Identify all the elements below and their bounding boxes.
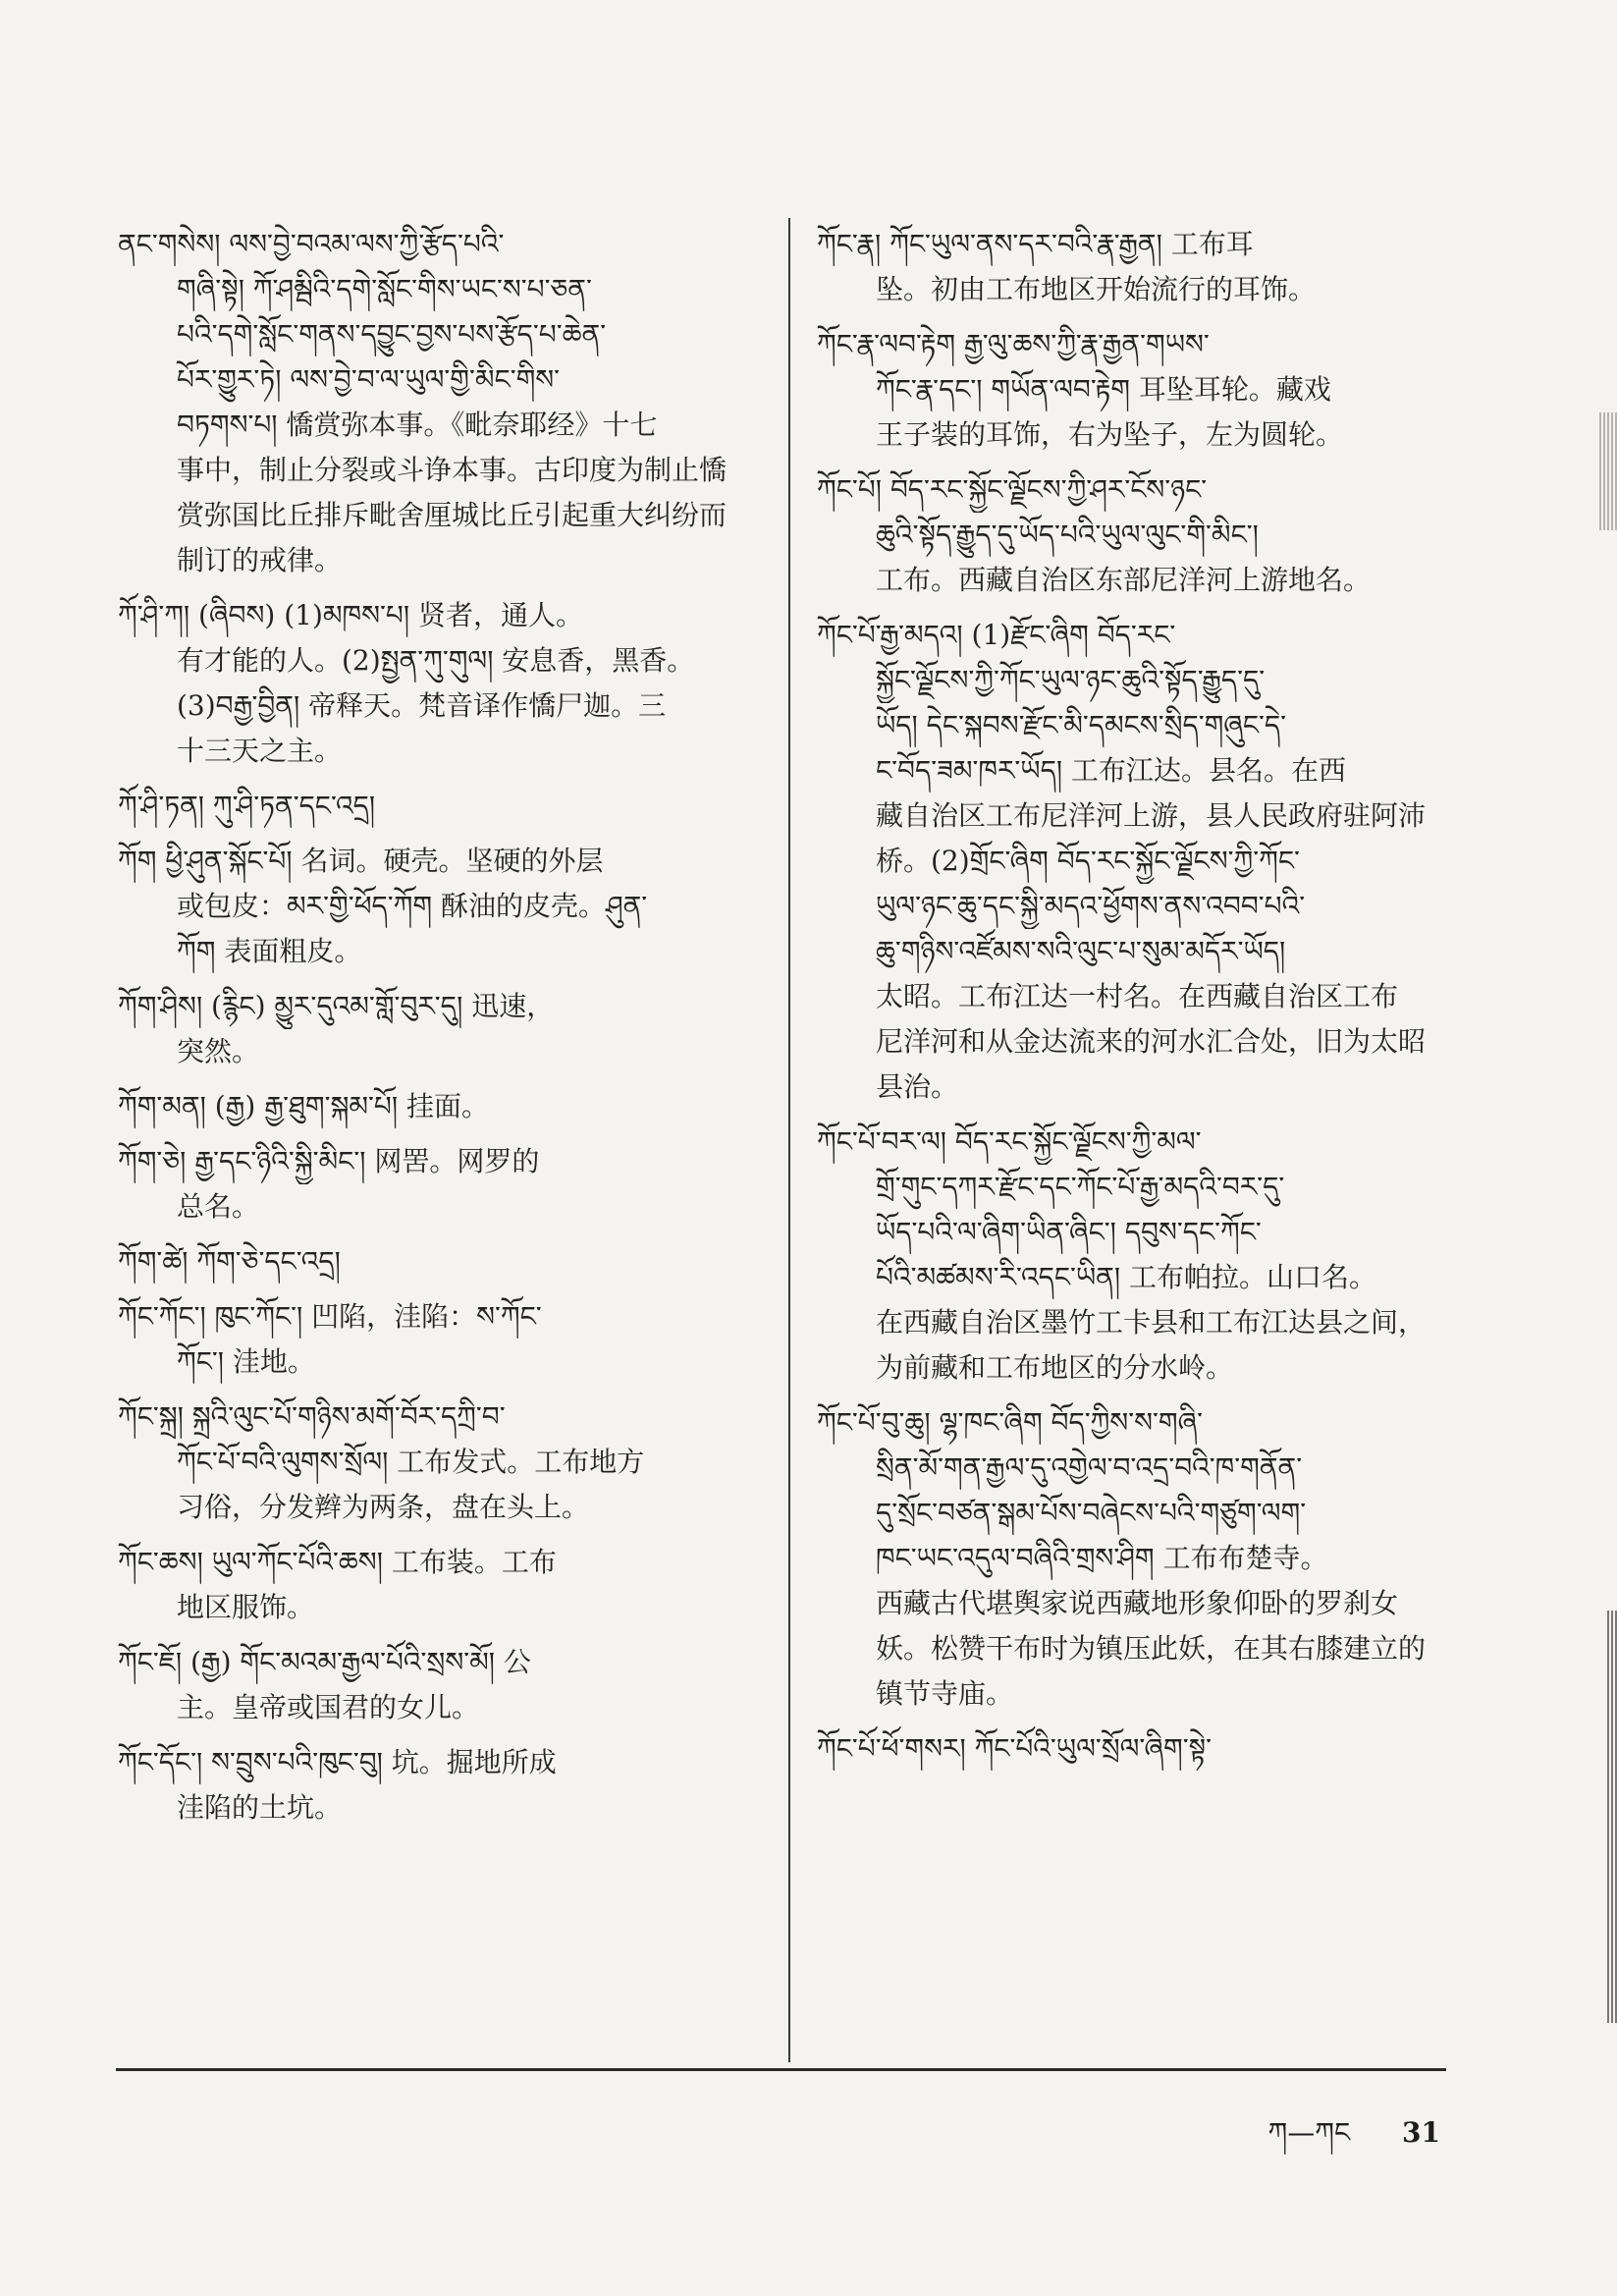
- dictionary-entry: [118, 839, 766, 974]
- dictionary-entry: [817, 1726, 1465, 1772]
- entry-line: པོར་གྱུར་ཏེ། ལས་བྱེ་བ་ལ་ཡུལ་གྱི་མིང་གིས་: [177, 363, 561, 396]
- entry-headline: ཀོང་སྐྲ། སྐྲའི་ལུང་པོ་གཉིས་མགོ་བོར་དཀྲི་བ་: [118, 1400, 506, 1433]
- dictionary-entry: [118, 222, 766, 583]
- entry-line: པའི་དགེ་སློང་གནས་དབྱུང་བྱས་པས་རྩོད་པ་ཆེན་: [177, 318, 607, 351]
- dictionary-entry: [118, 784, 766, 829]
- entry-line: (3)བརྒྱ་བྱིན། 帝释天。梵音译作憍尸迦。三: [177, 689, 667, 722]
- scan-edge-marks-lower: [1607, 1611, 1617, 2023]
- entry-line: 在西藏自治区墨竹工卡县和工布江达县之间，: [876, 1306, 1427, 1339]
- entry-headline: ཀོ་ཤི་ཏན། ཀུ་ཤི་ཏན་དང་འདྲ།: [118, 790, 376, 822]
- entry-headline: ཀོང་རྣ་ལབ་རྟེག རྒྱ་ལུ་ཆས་ཀྱི་རྣ་རྒྱན་གཡས་: [817, 328, 1210, 360]
- entry-line: གྲོ་གུང་དཀར་རྫོང་དང་ཀོང་པོ་རྒྱ་མདའི་བར་དུ་: [876, 1171, 1285, 1203]
- entry-line: 太昭。工布江达一村名。在西藏自治区工布: [876, 980, 1399, 1012]
- entry-line: ཡོད། དེང་སྐབས་རྫོང་མི་དམངས་སྲིད་གཞུང་དེ་: [876, 709, 1287, 741]
- entry-headline: ཀོག་མན། (རྒྱ) རྒྱ་ཐུག་སྐམ་པོ། 挂面。: [118, 1090, 489, 1122]
- entry-line: དུ་སྲོང་བཙན་སྒམ་པོས་བཞེངས་པའི་གཙུག་ལག་: [876, 1497, 1307, 1529]
- entry-line: 总名。: [177, 1190, 260, 1223]
- entry-line: 藏自治区工布尼洋河上游，县人民政府驻阿沛: [876, 799, 1427, 832]
- entry-line: 赏弥国比丘排斥毗舍厘城比丘引起重大纠纷而: [177, 499, 728, 531]
- entry-headline: ཀོང་ཆས། ཡུལ་ཀོང་པོའི་ཆས། 工布装。工布: [118, 1546, 557, 1578]
- dictionary-entry: [817, 222, 1465, 312]
- entry-line: 或包皮：མར་གྱི་ཕོད་ཀོག 酥油的皮壳。ཤུན་: [177, 890, 648, 922]
- left-column: [118, 222, 766, 1840]
- entry-headline: ཀོ་ཤི་ཀ། (ཞིབས) (1)མཁས་པ། 贤者，通人。: [118, 599, 583, 631]
- dictionary-entry: [118, 1239, 766, 1285]
- dictionary-entry: [817, 613, 1465, 1110]
- entry-headline: ཀོང་ཀོང་། ཁུང་ཀོང་། 凹陷，洼陷：ས་ཀོང་: [118, 1300, 542, 1333]
- entry-line: 坠。初由工布地区开始流行的耳饰。: [876, 273, 1317, 305]
- entry-line: གཞི་སྟེ། ཀོ་ཤམྦིའི་དགེ་སློང་གིས་ཡང་ས་པ་ཅན་: [177, 273, 592, 305]
- entry-line: ཁང་ཡང་འདུལ་བཞིའི་གྲས་ཤིག 工布布楚寺。: [876, 1542, 1328, 1574]
- entry-line: 地区服饰。: [177, 1591, 315, 1623]
- dictionary-entry: [817, 1400, 1465, 1717]
- entry-line: ཡོད་པའི་ལ་ཞིག་ཡིན་ཞིང་། དབུས་དང་ཀོང་: [876, 1216, 1262, 1248]
- entry-line: 洼陷的土坑。: [177, 1791, 343, 1824]
- dictionary-entry: [118, 593, 766, 774]
- entry-headline: ཀོག་ཚེ། ཀོག་ཅེ་དང་འདྲ།: [118, 1245, 341, 1278]
- footer-range: ཀ—ཀང: [1267, 2116, 1351, 2149]
- page-number: 31: [1402, 2116, 1440, 2149]
- entry-line: 突然。: [177, 1035, 260, 1067]
- entry-line: 有才能的人。(2)སྤྱན་ཀུ་གུལ། 安息香，黑香。: [177, 644, 695, 677]
- column-divider: [788, 218, 790, 2062]
- entry-line: ཀོང་པོ་བའི་ལུགས་སྲོལ། 工布发式。工布地方: [177, 1446, 645, 1478]
- footer-rule: [116, 2068, 1446, 2071]
- right-column: [817, 222, 1465, 1781]
- entry-headline: ཀོག་ཅེ། རྒྱ་དང་ཉིའི་སྐྱི་མིང་། 网罟。网罗的: [118, 1145, 540, 1177]
- entry-line: 尼洋河和从金达流来的河水汇合处，旧为太昭: [876, 1025, 1427, 1058]
- dictionary-entry: [817, 467, 1465, 603]
- entry-headline: ཀོང་པོ་ཕོ་གསར། ཀོང་པོའི་ཡུལ་སྲོལ་ཞིག་སྟེ་: [817, 1732, 1213, 1765]
- entry-line: 王子装的耳饰，右为坠子，左为圆轮。: [876, 418, 1344, 451]
- dictionary-entry: [118, 1740, 766, 1831]
- entry-line: 妖。松赞干布时为镇压此妖，在其右膝建立的: [876, 1632, 1427, 1665]
- entry-line: 十三天之主。: [177, 735, 343, 767]
- entry-line: ཀོག 表面粗皮。: [177, 935, 362, 967]
- dictionary-entry: [817, 322, 1465, 458]
- dictionary-entry: [118, 1394, 766, 1530]
- entry-headline: ཀོང་པོ། བོད་རང་སྐྱོང་ལྗོངས་ཀྱི་ཤར་ངོས་ཉང་: [817, 473, 1208, 506]
- entry-line: 为前藏和工布地区的分水岭。: [876, 1351, 1234, 1384]
- dictionary-entry: [118, 1139, 766, 1230]
- entry-line: 西藏古代堪舆家说西藏地形象仰卧的罗刹女: [876, 1587, 1399, 1619]
- dictionary-entry: [118, 1540, 766, 1630]
- dictionary-entry: [118, 1640, 766, 1730]
- entry-headline: ནང་གསེས། ལས་བྱེ་བའམ་ལས་ཀྱི་རྩོད་པའི་: [118, 228, 505, 260]
- page-footer: [1268, 2102, 1440, 2179]
- entry-line: 主。皇帝或国君的女儿。: [177, 1691, 480, 1723]
- entry-headline: ཀོང་པོ་བུ་ཆུ། ལྷ་ཁང་ཞིག བོད་ཀྱིས་ས་གཞི་: [817, 1406, 1204, 1439]
- entry-line: བཏགས་པ། 憍赏弥本事。《毗奈耶经》十七: [177, 409, 658, 441]
- dictionary-entry: [118, 1084, 766, 1129]
- entry-headline: ཀོང་པོ་རྒྱ་མདའ། (1)རྫོང་ཞིག བོད་རང་: [817, 619, 1176, 651]
- entry-line: པོའི་མཚམས་རི་འདང་ཡིན། 工布帕拉。山口名。: [876, 1261, 1376, 1293]
- entry-line: ང་བོད་ཟམ་ཁར་ཡོད། 工布江达。县名。在西: [876, 754, 1346, 787]
- entry-line: སྲིན་མོ་གན་རྒྱལ་དུ་འགྱེལ་བ་འདྲ་བའི་ཁ་གནོན་: [876, 1451, 1303, 1484]
- entry-line: 县治。: [876, 1070, 959, 1103]
- entry-line: ཡུལ་ཉང་ཆུ་དང་སྐྱི་མདའ་ཕྱོགས་ནས་འབབ་པའི་: [876, 890, 1306, 922]
- entry-headline: ཀོག་ཤིས། (རྙིང) མྱུར་དུའམ་གློ་བུར་དུ། 迅速，: [118, 990, 555, 1022]
- entry-headline: ཀོང་དོང་། ས་བྲུས་པའི་ཁུང་བུ། 坑。掘地所成: [118, 1746, 557, 1778]
- dictionary-entry: [817, 1120, 1465, 1391]
- scan-edge-marks: [1599, 412, 1617, 530]
- entry-headline: ཀོང་པོ་བར་ལ། བོད་རང་སྐྱོང་ལྗོངས་ཀྱི་མལ་: [817, 1125, 1202, 1158]
- entry-line: 镇节寺庙。: [876, 1677, 1014, 1710]
- entry-line: ཆུའི་སྟོད་རྒྱུད་དུ་ཡོད་པའི་ཡུལ་ལུང་གི་མིང་།: [876, 519, 1259, 551]
- entry-line: ཆུ་གཉིས་འཛོམས་སའི་ལུང་པ་སུམ་མདོར་ཡོད།: [876, 935, 1286, 967]
- dictionary-entry: [118, 984, 766, 1074]
- entry-line: སྐྱོང་ལྗོངས་ཀྱི་ཀོང་ཡུལ་ཉང་ཆུའི་སྟོད་རྒྱུད་དུ་: [876, 664, 1266, 696]
- entry-line: 桥。(2)གྲོང་ཞིག བོད་རང་སྐྱོང་ལྗོངས་ཀྱི་ཀོང་: [876, 845, 1300, 877]
- entry-line: 工布。西藏自治区东部尼洋河上游地名。: [876, 564, 1372, 596]
- entry-headline: ཀོང་རྣ། ཀོང་ཡུལ་ནས་དར་བའི་རྣ་རྒྱན། 工布耳: [817, 228, 1254, 260]
- entry-line: 习俗，分发辫为两条，盘在头上。: [177, 1491, 590, 1523]
- entry-headline: ཀོག ཕྱི་ཤུན་སྐོང་པོ། 名词。硬壳。坚硬的外层: [118, 845, 604, 877]
- entry-headline: ཀོང་ཇོ། (རྒྱ) གོང་མའམ་རྒྱལ་པོའི་སྲས་མོ། 公: [118, 1646, 531, 1678]
- entry-line: ཀོང་། 洼地。: [177, 1345, 315, 1378]
- entry-line: ཀོང་རྣ་དང་། གཡོན་ལབ་རྟེག 耳坠耳轮。藏戏: [876, 373, 1331, 406]
- entry-line: 事中，制止分裂或斗诤本事。古印度为制止憍: [177, 454, 728, 486]
- entry-line: 制订的戒律。: [177, 544, 343, 576]
- dictionary-entry: [118, 1294, 766, 1385]
